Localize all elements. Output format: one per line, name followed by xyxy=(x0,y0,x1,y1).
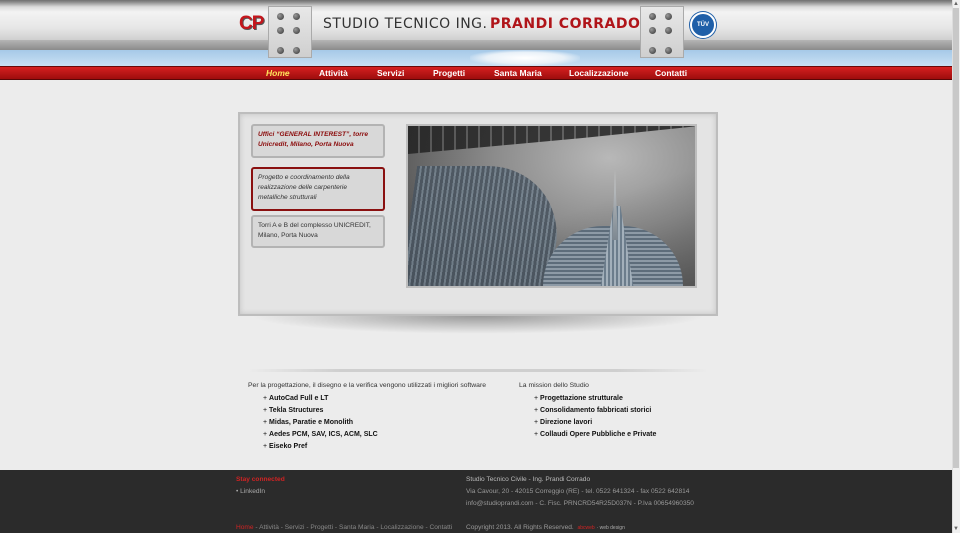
footer-contact: info@studioprandi.com - C. Fisc. PRNCRD54R25D037N - P.Iva 00654960350 xyxy=(466,500,694,507)
nav-item-progetti[interactable]: Progetti xyxy=(433,68,466,78)
nav-item-contatti[interactable]: Contatti xyxy=(655,68,688,78)
linkedin-link[interactable]: • LinkedIn xyxy=(236,488,266,495)
bolt-icon xyxy=(665,47,672,54)
cloud xyxy=(470,50,580,66)
nav-item-servizi[interactable]: Servizi xyxy=(377,68,405,78)
bolt-icon xyxy=(649,13,656,20)
list-item: + Eiseko Pref xyxy=(263,441,486,453)
copyright: Copyright 2013. All Rights Reserved. abcweb · web design xyxy=(466,524,625,531)
footer-links xyxy=(236,524,452,531)
main-nav xyxy=(0,66,952,80)
mission-list xyxy=(519,393,656,441)
bolt-icon xyxy=(277,13,284,20)
section-divider xyxy=(248,369,708,372)
scroll-thumb[interactable] xyxy=(953,8,959,468)
tuv-certification-badge: TÜV xyxy=(690,12,716,38)
credit-brand-2[interactable]: web design xyxy=(599,525,625,531)
linkedin-label[interactable]: LinkedIn xyxy=(240,488,266,495)
bolt-icon xyxy=(649,47,656,54)
scroll-up-icon[interactable]: ▲ xyxy=(953,1,959,7)
software-heading: Per la progettazione, il disegno e la verifica vengono utilizzati i migliori software xyxy=(248,382,487,389)
footer xyxy=(0,470,952,533)
bolt-icon xyxy=(293,27,300,34)
bolt-icon xyxy=(649,27,656,34)
bolt-icon xyxy=(277,47,284,54)
bolt-icon xyxy=(293,13,300,20)
footer-link-home[interactable]: Home xyxy=(236,524,254,531)
bolt-icon xyxy=(665,13,672,20)
scroll-down-icon[interactable]: ▼ xyxy=(953,526,959,532)
site-title-part1: STUDIO TECNICO ING. xyxy=(323,16,488,32)
slide-image[interactable] xyxy=(406,124,697,288)
footer-company: Studio Tecnico Civile - Ing. Prandi Corrado xyxy=(466,476,591,483)
slide-tab[interactable]: Torri A e B del complesso UNICREDIT, Milano, Porta Nuova xyxy=(251,215,385,248)
scrollbar[interactable] xyxy=(952,0,960,533)
list-item: + Tekla Structures xyxy=(263,405,486,417)
list-item: + Aedes PCM, SAV, ICS, ACM, SLC xyxy=(263,429,486,441)
footer-address: Via Cavour, 20 - 42015 Correggio (RE) - tel. 0522 641324 - fax 0522 642814 xyxy=(466,488,690,495)
copyright-text: Copyright 2013. All Rights Reserved. xyxy=(466,524,574,531)
stay-connected-heading: Stay connected xyxy=(236,476,285,483)
panel-shadow xyxy=(250,316,706,334)
tower-spire xyxy=(612,170,618,240)
beam-flange xyxy=(0,40,952,50)
nav-item-santa-maria[interactable]: Santa Maria xyxy=(494,68,542,78)
mission-heading: La mission dello Studio xyxy=(519,382,589,389)
nav-item-attivita[interactable]: Attività xyxy=(319,68,348,78)
bolt-icon xyxy=(665,27,672,34)
building-left xyxy=(406,166,567,288)
footer-links-rest[interactable]: - Attività - Servizi - Progetti - Santa Maria - Localizzazione - Contatti xyxy=(253,524,453,531)
software-column xyxy=(248,382,486,453)
list-item: + Midas, Paratie e Monolith xyxy=(263,417,486,429)
slide-tab-active[interactable]: Progetto e coordinamento della realizzazione delle carpenterie metalliche strutturali xyxy=(251,167,385,211)
credit-brand[interactable]: abcweb xyxy=(577,525,595,531)
bolt-icon xyxy=(293,47,300,54)
bolt-icon xyxy=(277,27,284,34)
list-item: + Direzione lavori xyxy=(534,417,656,429)
site-title-part2: PRANDI CORRADO xyxy=(490,16,641,32)
bolt-plate-right xyxy=(640,6,684,58)
slide-title[interactable]: Uffici “GENERAL INTEREST”, torre Unicredit, Milano, Porta Nuova xyxy=(251,124,385,158)
nav-item-home[interactable]: Home xyxy=(266,68,290,78)
list-item: + Collaudi Opere Pubbliche e Private xyxy=(534,429,656,441)
building-overhang xyxy=(408,126,697,166)
list-item: + Progettazione strutturale xyxy=(534,393,656,405)
bolt-plate-left xyxy=(268,6,312,58)
list-item: + AutoCad Full e LT xyxy=(263,393,486,405)
list-item: + Consolidamento fabbricati storici xyxy=(534,405,656,417)
mission-column xyxy=(519,382,656,441)
software-list xyxy=(248,393,486,453)
nav-item-localizzazione[interactable]: Localizzazione xyxy=(569,68,629,78)
logo[interactable]: CP xyxy=(239,13,264,34)
